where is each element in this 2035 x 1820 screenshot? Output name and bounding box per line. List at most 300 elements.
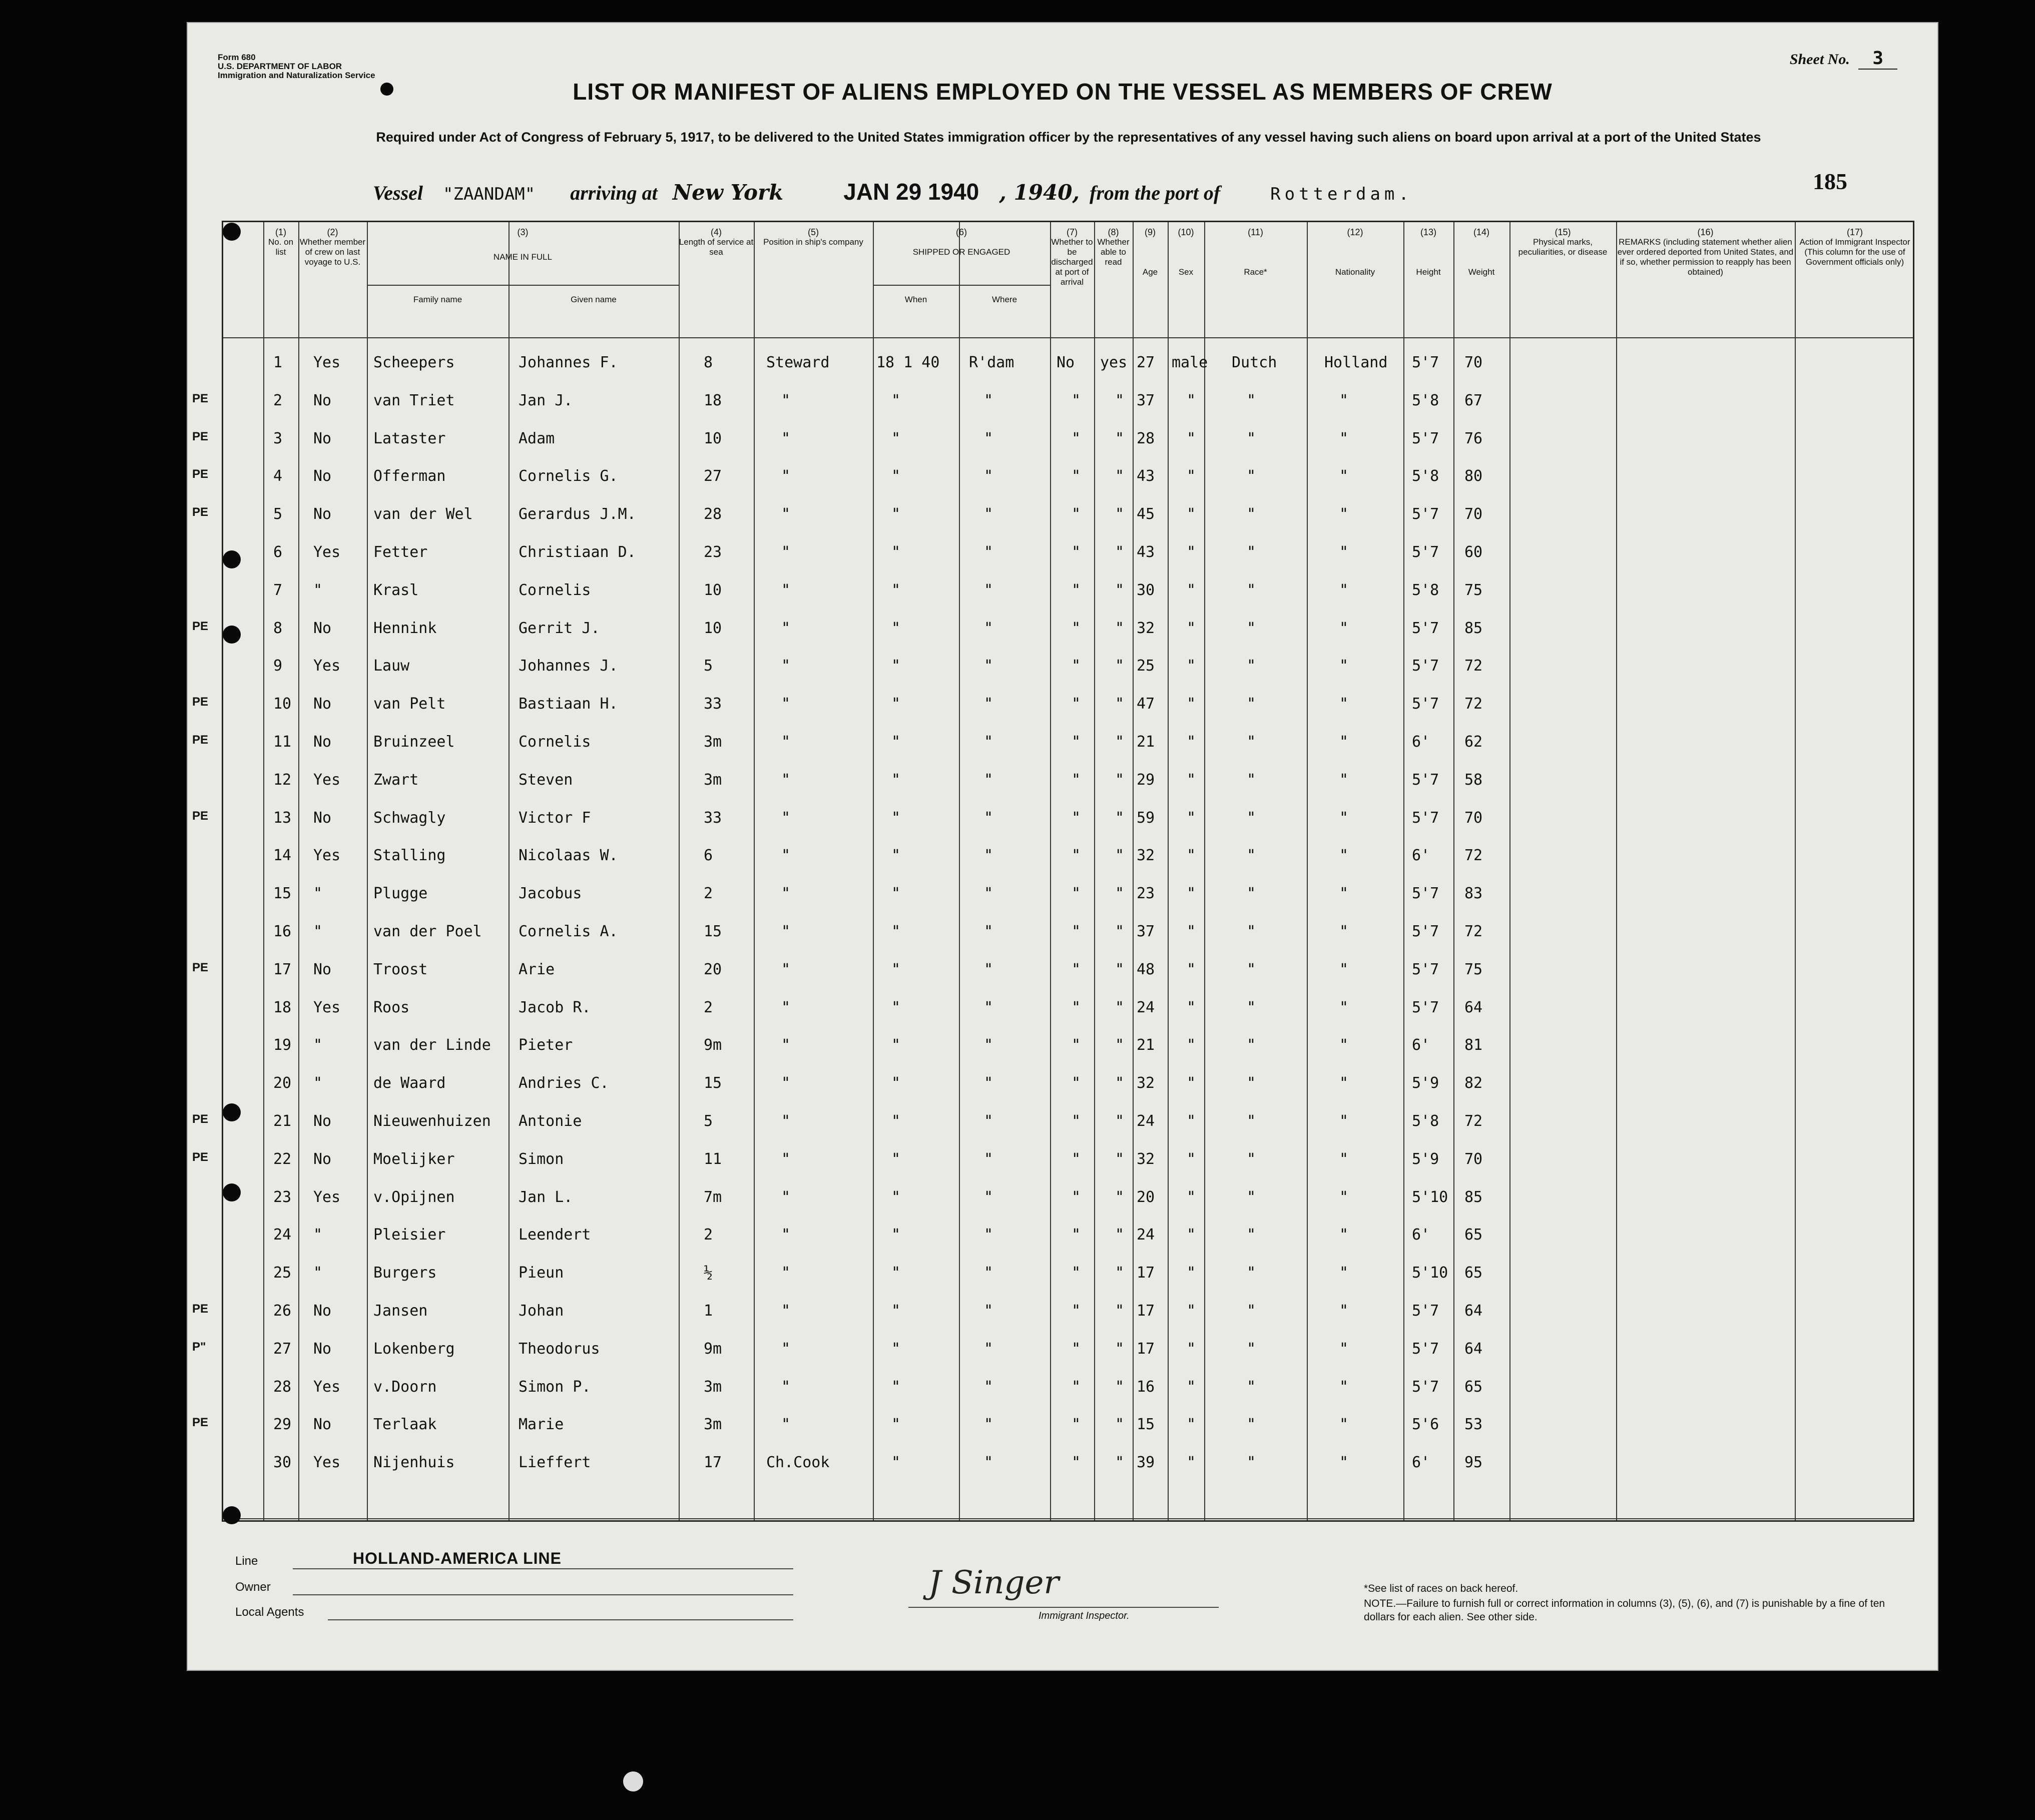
sex: ": [1187, 1264, 1196, 1282]
discharge: ": [1072, 1226, 1081, 1244]
service-length: 10: [704, 429, 722, 447]
table-row: [192, 1331, 1913, 1368]
height: 5'7: [1412, 354, 1439, 371]
shipped-where: ": [984, 543, 993, 561]
race: ": [1247, 809, 1256, 827]
nationality: ": [1339, 847, 1349, 865]
nationality: ": [1339, 1378, 1349, 1396]
vessel-name: "ZAANDAM": [443, 184, 536, 204]
row-number: 8: [273, 619, 283, 637]
nationality: ": [1339, 657, 1349, 675]
shipped-where: ": [984, 733, 993, 751]
age: 29: [1137, 771, 1155, 789]
prev-voyage: Yes: [313, 657, 341, 675]
nationality: ": [1339, 467, 1349, 485]
header-nationality: (12) Nationality: [1335, 227, 1375, 277]
prev-voyage: Yes: [313, 847, 341, 865]
weight: 72: [1464, 847, 1483, 865]
given-name: Jacob R.: [519, 998, 591, 1016]
prev-voyage: No: [313, 733, 332, 751]
table-row: [223, 990, 1913, 1027]
nationality: ": [1339, 998, 1349, 1016]
height: 5'8: [1412, 581, 1439, 599]
position: ": [781, 505, 791, 523]
service-length: ½: [704, 1264, 713, 1282]
nationality: ": [1339, 1188, 1349, 1206]
service-length: 3m: [704, 771, 722, 789]
able-to-read: yes: [1100, 354, 1128, 371]
given-name: Cornelis: [519, 581, 591, 599]
nationality: ": [1339, 1340, 1349, 1358]
table-row: [223, 648, 1913, 685]
given-name: Christiaan D.: [519, 543, 636, 561]
header-discharge: (7) Whether to be discharged at port of arrival: [1051, 227, 1093, 287]
height: 5'7: [1412, 657, 1439, 675]
weight: 72: [1464, 695, 1483, 713]
sex: ": [1187, 695, 1196, 713]
service-length: 27: [704, 467, 722, 485]
race: ": [1247, 771, 1256, 789]
height: 6': [1412, 1036, 1430, 1054]
height: 5'7: [1412, 505, 1439, 523]
age: 32: [1137, 619, 1155, 637]
binder-hole: [380, 83, 393, 96]
race: ": [1247, 1340, 1256, 1358]
discharge: ": [1072, 1340, 1081, 1358]
height: 5'7: [1412, 1340, 1439, 1358]
able-to-read: ": [1115, 1264, 1125, 1282]
given-name: Cornelis A.: [519, 923, 618, 940]
table-row: [192, 1141, 1913, 1178]
position: ": [781, 885, 791, 903]
nationality: ": [1339, 1416, 1349, 1434]
nationality: ": [1339, 543, 1349, 561]
service-length: 2: [704, 885, 713, 903]
family-name: Burgers: [373, 1264, 437, 1282]
shipped-when: ": [891, 771, 901, 789]
shipped-when: ": [891, 619, 901, 637]
service-length: 15: [704, 1074, 722, 1092]
service-length: 11: [704, 1150, 722, 1168]
table-row: [223, 1255, 1913, 1292]
prev-voyage: Yes: [313, 771, 341, 789]
nationality: ": [1339, 733, 1349, 751]
shipped-when: ": [891, 809, 901, 827]
table-row: [223, 1179, 1913, 1217]
race: ": [1247, 1454, 1256, 1472]
row-number: 18: [273, 998, 292, 1016]
weight: 75: [1464, 581, 1483, 599]
position: ": [781, 429, 791, 447]
age: 48: [1137, 960, 1155, 978]
header-action: (17) Action of Immigrant Inspector (This column for the use of Government officials only): [1799, 227, 1910, 267]
sex: ": [1187, 1378, 1196, 1396]
prev-voyage: No: [313, 391, 332, 409]
discharge: ": [1072, 429, 1081, 447]
age: 17: [1137, 1302, 1155, 1320]
height: 5'10: [1412, 1264, 1448, 1282]
nationality: Holland: [1324, 354, 1388, 371]
shipped-where: ": [984, 1036, 993, 1054]
header-sex: (10) Sex: [1178, 227, 1194, 277]
race: Dutch: [1232, 354, 1277, 371]
age: 21: [1137, 1036, 1155, 1054]
able-to-read: ": [1115, 391, 1125, 409]
discharge: No: [1057, 354, 1075, 371]
age: 45: [1137, 505, 1155, 523]
service-length: 2: [704, 1226, 713, 1244]
nationality: ": [1339, 1264, 1349, 1282]
row-number: 24: [273, 1226, 292, 1244]
age: 28: [1137, 429, 1155, 447]
pe-mark: PE: [192, 391, 209, 405]
pe-mark: PE: [192, 505, 209, 519]
sex: ": [1187, 619, 1196, 637]
able-to-read: ": [1115, 1188, 1125, 1206]
sex: ": [1187, 923, 1196, 940]
discharge: ": [1072, 1074, 1081, 1092]
family-name: Hennink: [373, 619, 437, 637]
nationality: ": [1339, 581, 1349, 599]
service-length: 17: [704, 1454, 722, 1472]
height: 5'7: [1412, 1302, 1439, 1320]
sex: ": [1187, 1416, 1196, 1434]
prev-voyage: Yes: [313, 998, 341, 1016]
pe-mark: P": [192, 1340, 206, 1354]
table-row: [192, 1293, 1913, 1330]
age: 43: [1137, 543, 1155, 561]
sex: male: [1172, 354, 1208, 371]
shipped-where: ": [984, 771, 993, 789]
shipped-where: ": [984, 1112, 993, 1130]
header-shipped: (6) SHIPPED OR ENGAGED: [912, 227, 1010, 257]
sex: ": [1187, 1036, 1196, 1054]
weight: 60: [1464, 543, 1483, 561]
nationality: ": [1339, 923, 1349, 940]
discharge: ": [1072, 885, 1081, 903]
family-name: Terlaak: [373, 1416, 437, 1434]
pe-mark: PE: [192, 467, 209, 481]
shipped-where: ": [984, 1074, 993, 1092]
family-name: Lokenberg: [373, 1340, 455, 1358]
height: 5'8: [1412, 467, 1439, 485]
binder-hole: [223, 223, 241, 241]
nationality: ": [1339, 1150, 1349, 1168]
position: ": [781, 1036, 791, 1054]
shipped-when: ": [891, 543, 901, 561]
family-name: Lataster: [373, 429, 446, 447]
form-number: Form 680: [218, 53, 256, 62]
from-port: Rotterdam.: [1270, 184, 1413, 204]
discharge: ": [1072, 960, 1081, 978]
age: 24: [1137, 998, 1155, 1016]
height: 5'7: [1412, 1378, 1439, 1396]
height: 5'8: [1412, 1112, 1439, 1130]
discharge: ": [1072, 543, 1081, 561]
given-name: Pieter: [519, 1036, 573, 1054]
prev-voyage: ": [313, 1036, 323, 1054]
year-suffix: , 1940,: [999, 180, 1080, 205]
header-name: (3) NAME IN FULL: [493, 227, 553, 262]
shipped-when: ": [891, 429, 901, 447]
height: 6': [1412, 847, 1430, 865]
family-name: v.Doorn: [373, 1378, 437, 1396]
weight: 80: [1464, 467, 1483, 485]
row-number: 13: [273, 809, 292, 827]
family-name: Krasl: [373, 581, 419, 599]
height: 5'10: [1412, 1188, 1448, 1206]
age: 25: [1137, 657, 1155, 675]
row-number: 23: [273, 1188, 292, 1206]
vessel-label: Vessel: [373, 182, 423, 204]
weight: 70: [1464, 354, 1483, 371]
family-name: Bruinzeel: [373, 733, 455, 751]
header-where: Where: [991, 295, 1018, 304]
date-stamp: JAN 29 1940: [843, 179, 979, 205]
able-to-read: ": [1115, 429, 1125, 447]
page-subtitle: Required under Act of Congress of February 5, 1917, to be delivered to the United States immigration officer by the representatives of any vessel having such aliens on board upon arrival at a port of the United States: [376, 130, 1761, 145]
race: ": [1247, 923, 1256, 940]
weight: 85: [1464, 619, 1483, 637]
row-number: 30: [273, 1454, 292, 1472]
row-number: 6: [273, 543, 283, 561]
family-name: van der Poel: [373, 923, 482, 940]
family-name: de Waard: [373, 1074, 446, 1092]
age: 24: [1137, 1226, 1155, 1244]
discharge: ": [1072, 733, 1081, 751]
race: ": [1247, 467, 1256, 485]
shipped-where: ": [984, 657, 993, 675]
row-number: 29: [273, 1416, 292, 1434]
able-to-read: ": [1115, 1226, 1125, 1244]
age: 59: [1137, 809, 1155, 827]
nationality: ": [1339, 960, 1349, 978]
shipped-where: ": [984, 923, 993, 940]
binder-hole: [223, 1183, 241, 1201]
service-length: 7m: [704, 1188, 722, 1206]
weight: 67: [1464, 391, 1483, 409]
weight: 64: [1464, 1302, 1483, 1320]
position: ": [781, 657, 791, 675]
shipped-when: 18 1 40: [876, 354, 940, 371]
sex: ": [1187, 885, 1196, 903]
given-name: Jacobus: [519, 885, 582, 903]
header-service: (4) Length of service at sea: [679, 227, 754, 257]
nationality: ": [1339, 619, 1349, 637]
position: ": [781, 733, 791, 751]
header-height: (13) Height: [1416, 227, 1441, 277]
sex: ": [1187, 733, 1196, 751]
pe-mark: PE: [192, 960, 209, 974]
race: ": [1247, 1150, 1256, 1168]
sex: ": [1187, 467, 1196, 485]
race: ": [1247, 1112, 1256, 1130]
position: ": [781, 1150, 791, 1168]
sex: ": [1187, 1112, 1196, 1130]
given-name: Nicolaas W.: [519, 847, 618, 865]
prev-voyage: ": [313, 923, 323, 940]
height: 5'9: [1412, 1074, 1439, 1092]
discharge: ": [1072, 1378, 1081, 1396]
table-row: [223, 838, 1913, 875]
shipped-when: ": [891, 847, 901, 865]
prev-voyage: No: [313, 1302, 332, 1320]
shipped-where: ": [984, 1378, 993, 1396]
race: ": [1247, 733, 1256, 751]
race: ": [1247, 847, 1256, 865]
age: 30: [1137, 581, 1155, 599]
given-name: Simon P.: [519, 1378, 591, 1396]
shipped-when: ": [891, 581, 901, 599]
table-row: [223, 876, 1913, 913]
shipped-when: ": [891, 1074, 901, 1092]
able-to-read: ": [1115, 1036, 1125, 1054]
shipped-when: ": [891, 695, 901, 713]
discharge: ": [1072, 1302, 1081, 1320]
table-row: [192, 686, 1913, 723]
shipped-where: ": [984, 391, 993, 409]
shipped-when: ": [891, 1150, 901, 1168]
position: ": [781, 771, 791, 789]
able-to-read: ": [1115, 1150, 1125, 1168]
race: ": [1247, 581, 1256, 599]
able-to-read: ": [1115, 1112, 1125, 1130]
shipped-where: ": [984, 1226, 993, 1244]
pe-mark: PE: [192, 733, 209, 747]
table-row: [223, 572, 1913, 610]
age: 17: [1137, 1340, 1155, 1358]
family-name: Scheepers: [373, 354, 455, 371]
able-to-read: ": [1115, 581, 1125, 599]
binder-hole: [223, 1506, 241, 1524]
weight: 70: [1464, 1150, 1483, 1168]
shipped-where: ": [984, 1150, 993, 1168]
header-prev-voyage: (2) Whether member of crew on last voyage to U.S.: [299, 227, 366, 267]
shipped-when: ": [891, 733, 901, 751]
height: 6': [1412, 733, 1430, 751]
sex: ": [1187, 581, 1196, 599]
position: ": [781, 1264, 791, 1282]
age: 32: [1137, 1074, 1155, 1092]
discharge: ": [1072, 391, 1081, 409]
sheet-number-value: 3: [1858, 48, 1897, 70]
weight: 65: [1464, 1226, 1483, 1244]
able-to-read: ": [1115, 695, 1125, 713]
row-number: 11: [273, 733, 292, 751]
pe-mark: PE: [192, 695, 209, 709]
header-given-name: Given name: [571, 295, 617, 304]
nationality: ": [1339, 1226, 1349, 1244]
given-name: Jan L.: [519, 1188, 573, 1206]
nationality: ": [1339, 1074, 1349, 1092]
family-name: Plugge: [373, 885, 428, 903]
family-name: Offerman: [373, 467, 446, 485]
row-number: 10: [273, 695, 292, 713]
shipped-when: ": [891, 1454, 901, 1472]
prev-voyage: No: [313, 505, 332, 523]
race: ": [1247, 1264, 1256, 1282]
position: ": [781, 543, 791, 561]
table-row: [192, 611, 1913, 648]
family-name: van Pelt: [373, 695, 446, 713]
sex: ": [1187, 1074, 1196, 1092]
age: 37: [1137, 923, 1155, 940]
height: 5'7: [1412, 695, 1439, 713]
age: 27: [1137, 354, 1155, 371]
prev-voyage: ": [313, 581, 323, 599]
height: 5'7: [1412, 771, 1439, 789]
weight: 72: [1464, 1112, 1483, 1130]
table-row: [192, 724, 1913, 761]
form-service: Immigration and Naturalization Service: [218, 71, 375, 80]
prev-voyage: ": [313, 1264, 323, 1282]
shipped-when: ": [891, 391, 901, 409]
shipped-where: ": [984, 1340, 993, 1358]
weight: 72: [1464, 923, 1483, 940]
position: ": [781, 1378, 791, 1396]
pe-mark: PE: [192, 619, 209, 633]
shipped-when: ": [891, 467, 901, 485]
given-name: Gerardus J.M.: [519, 505, 636, 523]
race: ": [1247, 391, 1256, 409]
shipped-when: ": [891, 923, 901, 940]
able-to-read: ": [1115, 657, 1125, 675]
family-name: Stalling: [373, 847, 446, 865]
prev-voyage: No: [313, 467, 332, 485]
discharge: ": [1072, 581, 1081, 599]
sex: ": [1187, 391, 1196, 409]
prev-voyage: ": [313, 1226, 323, 1244]
header-no: (1) No. on list: [268, 227, 294, 257]
family-name: van der Wel: [373, 505, 473, 523]
race: ": [1247, 429, 1256, 447]
table-row: [192, 458, 1913, 495]
weight: 62: [1464, 733, 1483, 751]
sex: ": [1187, 809, 1196, 827]
given-name: Cornelis: [519, 733, 591, 751]
position: ": [781, 809, 791, 827]
prev-voyage: No: [313, 695, 332, 713]
header-remarks: (16) REMARKS (including statement whether alien ever ordered deported from United States, and if so, whether permission to reapply has been obtained): [1617, 227, 1794, 277]
height: 5'7: [1412, 885, 1439, 903]
weight: 85: [1464, 1188, 1483, 1206]
shipped-when: ": [891, 1036, 901, 1054]
prev-voyage: No: [313, 619, 332, 637]
shipped-when: ": [891, 1416, 901, 1434]
given-name: Arie: [519, 960, 555, 978]
position: ": [781, 1340, 791, 1358]
sex: ": [1187, 505, 1196, 523]
race: ": [1247, 619, 1256, 637]
able-to-read: ": [1115, 1074, 1125, 1092]
weight: 83: [1464, 885, 1483, 903]
table-row: [223, 345, 1913, 382]
header-weight: (14) Weight: [1468, 227, 1495, 277]
age: 32: [1137, 847, 1155, 865]
shipped-where: ": [984, 467, 993, 485]
binder-hole: [223, 1103, 241, 1121]
service-length: 5: [704, 657, 713, 675]
position: ": [781, 998, 791, 1016]
position: ": [781, 960, 791, 978]
nationality: ": [1339, 809, 1349, 827]
able-to-read: ": [1115, 885, 1125, 903]
nationality: ": [1339, 885, 1349, 903]
given-name: Gerrit J.: [519, 619, 600, 637]
prev-voyage: No: [313, 1340, 332, 1358]
given-name: Johannes F.: [519, 354, 618, 371]
service-length: 3m: [704, 1416, 722, 1434]
